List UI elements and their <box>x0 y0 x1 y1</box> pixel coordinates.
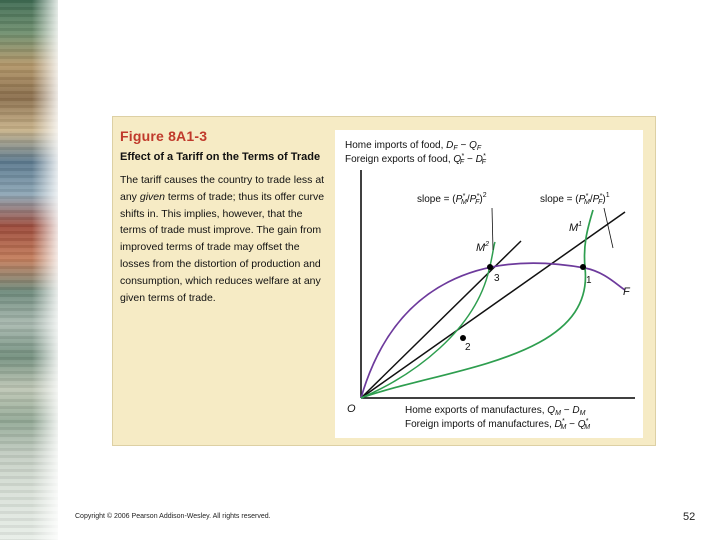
equilibrium-point-2 <box>460 335 466 341</box>
x-axis-label-line1: Home exports of manufactures, $Q_M - D_M$ <box>405 405 586 417</box>
y-axis-label-line2: Foreign exports of food, Q* F − D* F <box>345 153 486 166</box>
diagram-svg <box>335 130 643 438</box>
curve-label-m2: $M^2$ <box>476 241 490 254</box>
slope-label-1: slope = (P* M/P* F)$^1$ <box>540 192 610 206</box>
curve-label-m1: $M^1$ <box>569 221 583 234</box>
figure-caption <box>120 172 325 306</box>
point-label-1: 1 <box>586 275 592 286</box>
home-offer-curve-m1 <box>361 210 593 398</box>
equilibrium-point-1 <box>580 264 586 270</box>
offer-curve-diagram <box>335 130 643 438</box>
caption-text-after: terms of trade; thus its offer curve shifts in. This implies, however, that the terms of trade must improve. The gain from improved terms of trade may offset the losses from the distortion of production and consumption, which reduces welfare at any given terms of trade. <box>120 190 325 304</box>
curve-label-f: F <box>623 286 630 298</box>
x-axis-label-line2: Foreign imports of manufactures, D* M − Q* M <box>405 418 591 431</box>
terms-of-trade-line-2 <box>361 241 521 398</box>
figure-label: Figure 8A1-3 <box>120 128 208 144</box>
caption-text-before: The tariff causes the country to trade less at any <box>120 174 325 203</box>
point-label-3: 3 <box>494 273 500 284</box>
caption-emphasis: given <box>139 190 165 203</box>
slope-2-leader <box>492 208 493 250</box>
slope-1-leader <box>604 208 613 248</box>
origin-label: O <box>347 403 356 415</box>
copyright-notice: Copyright © 2006 Pearson Addison-Wesley. All rights reserved. <box>75 513 271 520</box>
point-label-2: 2 <box>465 342 471 353</box>
slope-label-2: slope = (P* M/P* F)$^2$ <box>417 192 487 206</box>
photo-strip-fade <box>0 0 58 540</box>
equilibrium-point-3 <box>487 264 493 270</box>
y-axis-label-line1: Home imports of food, $D_F - Q_F$ <box>345 140 482 152</box>
home-offer-curve-m2 <box>361 242 495 398</box>
page-number: 52 <box>683 511 696 523</box>
figure-title: Effect of a Tariff on the Terms of Trade <box>120 151 321 163</box>
